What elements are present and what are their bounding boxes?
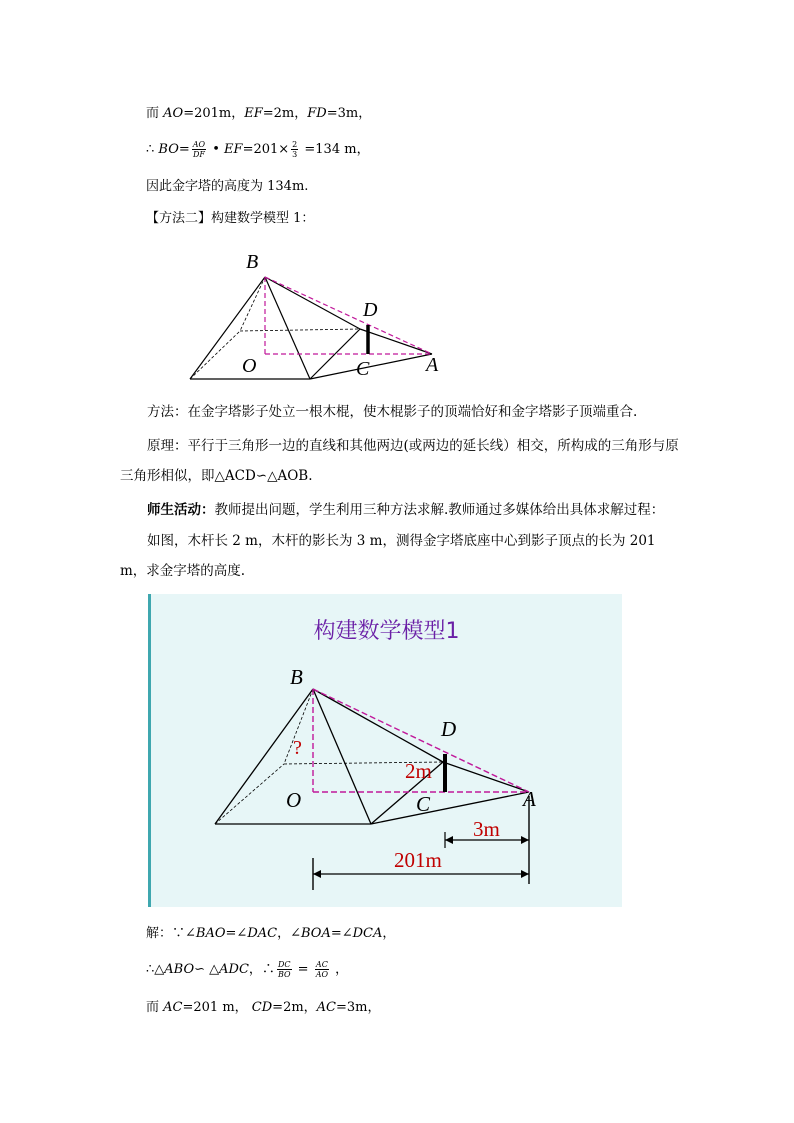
var-ac: AC	[163, 1000, 183, 1015]
text-fragment: 解：∵	[146, 926, 186, 941]
lateral-edge	[265, 277, 310, 379]
segment-ba	[265, 277, 432, 354]
var-ef: EF	[244, 106, 263, 121]
fraction-2-3	[291, 140, 298, 159]
hidden-edge	[190, 331, 240, 379]
solution-line-3	[146, 1000, 381, 1016]
arrow-head	[521, 870, 529, 878]
solution-line-2	[146, 960, 348, 979]
var-ao: AO	[163, 106, 184, 121]
label-a: A	[426, 354, 439, 376]
slide-panel	[148, 594, 622, 907]
var-bo: BO	[158, 142, 179, 157]
text-fragment: =	[293, 962, 313, 977]
fraction-numerator: AC	[315, 960, 328, 969]
slide-title: 构建数学模型1	[313, 619, 460, 644]
line-given-values	[146, 106, 371, 122]
fraction-numerator: AO	[192, 140, 206, 149]
label-a: A	[523, 787, 536, 811]
angle-dac: ∠DAC	[236, 926, 278, 941]
shadow-edge	[310, 354, 432, 379]
line-method-two-heading: 【方法二】构建数学模型 1：	[146, 211, 315, 226]
text-fragment: ，	[331, 962, 349, 977]
fraction-numerator: 2	[292, 140, 298, 149]
label-unknown-height: ?	[293, 737, 302, 759]
fraction-ac-ao	[315, 960, 329, 979]
text-fragment: =	[330, 926, 342, 941]
method-paragraph: 方法：在金字塔影子处立一根木棍，使木棍影子的顶端恰好和金字塔影子顶端重合.	[147, 404, 638, 420]
text-fragment: 而	[146, 1000, 164, 1015]
var-ef: EF	[224, 142, 243, 157]
hidden-edge	[240, 277, 265, 331]
label-d: D	[363, 299, 378, 321]
label-b: B	[290, 665, 303, 689]
label-c: C	[416, 792, 431, 816]
angle-bao: ∠BAO	[185, 926, 226, 941]
principle-paragraph: 原理：平行于三角形一边的直线和其他两边(或两边的延长线）相交，所构成的三角形与原三角形相似，即△ACD∽△AOB.	[120, 438, 679, 484]
shadow-edge	[360, 329, 432, 354]
hidden-edge	[215, 764, 284, 824]
text-fragment: ，∴	[248, 962, 275, 977]
var-fd: FD	[307, 106, 327, 121]
line-bo-formula	[146, 140, 370, 159]
text-fragment: =134 m，	[300, 142, 370, 157]
text-fragment: =	[225, 926, 237, 941]
label-b: B	[246, 251, 259, 273]
text-fragment: =201m，	[183, 106, 245, 121]
lateral-edge	[265, 277, 360, 329]
fraction-dc-bo	[277, 960, 292, 979]
var-ac: AC	[316, 1000, 337, 1015]
lateral-edge	[313, 689, 443, 762]
text-fragment: •	[208, 142, 225, 157]
fraction-numerator: DC	[277, 960, 291, 969]
therefore-symbol: ∴	[146, 142, 159, 157]
label-o: O	[242, 355, 257, 377]
label-o: O	[286, 788, 302, 812]
text-fragment: ∽	[194, 962, 210, 977]
label-d: D	[441, 717, 457, 741]
label-stick-length: 2m	[405, 759, 432, 783]
fraction-denominator: AO	[315, 970, 329, 979]
text-fragment: =201×	[242, 142, 290, 157]
text-fragment: =3m，	[326, 106, 372, 121]
activity-text: 教师提出问题，学生利用三种方法求解.教师通过多媒体给出具体求解过程：	[214, 502, 665, 518]
text-fragment: =3m，	[336, 1000, 381, 1015]
label-distance: 201m	[394, 848, 442, 872]
angle-dca: ∠DCA	[341, 926, 383, 941]
text-fragment: ，	[277, 926, 291, 941]
text-fragment: =2m，	[262, 106, 308, 121]
text-fragment: 而	[146, 106, 164, 121]
var-cd: CD	[251, 1000, 273, 1015]
fraction-denominator: DF	[192, 150, 205, 159]
line-conclusion: 因此金字塔的高度为 134m.	[146, 179, 309, 194]
pyramid-diagram-1	[180, 248, 460, 388]
activity-paragraph	[120, 495, 680, 525]
text-fragment: =201 m，	[182, 1000, 252, 1015]
label-shadow-length: 3m	[473, 817, 500, 841]
triangle-abo: △ABO	[154, 962, 195, 977]
therefore-symbol: ∴	[146, 962, 155, 977]
hidden-edge	[240, 329, 360, 331]
arrow-head	[313, 870, 321, 878]
triangle-adc: △ADC	[209, 962, 249, 977]
arrow-head	[445, 836, 453, 844]
text-fragment: =2m，	[272, 1000, 317, 1015]
arrow-head	[521, 836, 529, 844]
fraction-ao-df	[192, 140, 206, 159]
text-fragment: =	[178, 142, 190, 157]
fraction-denominator: 3	[292, 150, 298, 159]
fraction-denominator: BO	[277, 970, 291, 979]
shadow-edge	[443, 762, 529, 792]
text-fragment: ，	[382, 926, 396, 941]
pyramid-diagram-2	[151, 594, 625, 907]
lateral-edge	[313, 689, 371, 824]
shadow-edge	[371, 792, 529, 824]
problem-paragraph: 如图，木杆长 2 m，木杆的影长为 3 m，测得金字塔底座中心到影子顶点的长为 201 m，求金字塔的高度.	[120, 533, 656, 579]
angle-boa: ∠BOA	[290, 926, 331, 941]
solution-line-1	[146, 926, 395, 942]
activity-label: 师生活动：	[147, 502, 215, 518]
label-c: C	[356, 358, 370, 380]
